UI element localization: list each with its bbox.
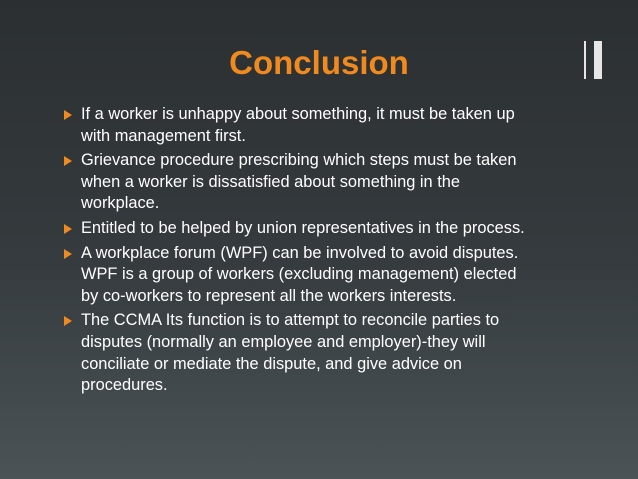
- bullet-line: A workplace forum (WPF) can be involved to avoid disputes.: [81, 243, 519, 262]
- bullet-item: [64, 310, 574, 396]
- bullet-line: when a worker is dissatisfied about something in the: [81, 172, 461, 191]
- bullet-line: If a worker is unhappy about something, it must be taken up: [81, 105, 515, 123]
- bullet-item: [64, 218, 574, 240]
- bullet-line: disputes (normally an employee and employer)-they will: [81, 332, 486, 351]
- triangle-right-icon: [64, 224, 72, 234]
- bullet-line: procedures.: [81, 376, 168, 395]
- bullet-line: workplace.: [81, 194, 160, 213]
- bullet-line: by co-workers to represent all the workers interests.: [81, 286, 457, 305]
- slide-title: Conclusion: [229, 44, 409, 81]
- triangle-right-icon: [64, 249, 72, 259]
- bullet-line: WPF is a group of workers (excluding management) elected: [81, 265, 517, 284]
- bullet-item: [64, 150, 574, 215]
- bullet-line: conciliate or mediate the dispute, and give advice on: [81, 354, 462, 373]
- bullet-line: with management first.: [81, 126, 246, 145]
- triangle-right-icon: [64, 110, 72, 120]
- triangle-right-icon: [64, 156, 72, 166]
- bullet-line: The CCMA Its function is to attempt to reconcile parties to: [81, 311, 500, 330]
- bullet-list: [64, 104, 574, 400]
- triangle-right-icon: [64, 316, 72, 326]
- bullet-line: Grievance procedure prescribing which steps must be taken: [81, 151, 517, 170]
- bullet-item: [64, 104, 574, 147]
- bullet-line: Entitled to be helped by union representatives in the process.: [81, 218, 525, 237]
- bullet-item: [64, 243, 574, 308]
